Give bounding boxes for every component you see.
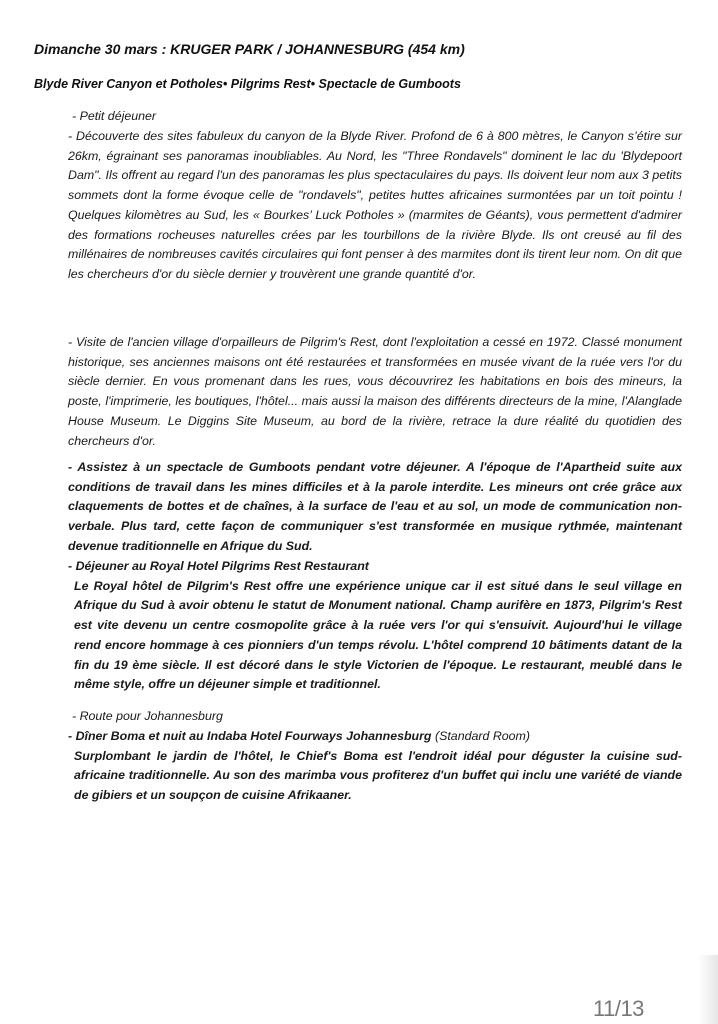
item-heading: - Déjeuner au Royal Hotel Pilgrims Rest Restaurant — [68, 559, 369, 573]
item-text: Surplombant le jardin de l'hôtel, le Chief's Boma est l'endroit idéal pour déguster la cuisine sud-africaine traditionnelle. Au son des marimba vous profiterez d'un buffet qui inclu une variété de viande de gibiers et un soupçon de cuisine Afrikaaner. — [74, 748, 682, 803]
day-title: Dimanche 30 mars : KRUGER PARK / JOHANNESBURG (454 km) — [34, 41, 465, 57]
list-item-blyde-canyon — [68, 127, 682, 285]
item-heading-note: (Standard Room) — [434, 729, 531, 743]
list-item-breakfast — [72, 107, 686, 127]
item-text: - Découverte des sites fabuleux du canyon de la Blyde River. Profond de 6 à 800 mètres, le Canyon s’étire sur 26km, égrainant ses panoramas inoubliables. Au Nord, les "Three Rondavels" dominent le lac du 'Blydepoort Dam". Ils offrent au regard l'un des panoramas les plus spectaculaires du pays. Ils doivent leur nom aux 3 petits sommets dont la forme évoque celle de "rondavels", petites huttes africaines surmontées par un toit pointu ! Quelques kilomètres au Sud, les « Bourkes’ Luck Potholes » (marmites de Géants), vous permettent d'admirer des formations rocheuses naturelles crées par les tourbillons de la rivière Blyde. Ils ont creusé au fil des millénaires de nombreuses cavités circulaires qui font penser à des marmites dont ils tirent leur nom. On dit que les chercheurs d'or du siècle dernier y trouvèrent une grande quantité d'or. — [68, 129, 682, 281]
day-subtitle: Blyde River Canyon et Potholes• Pilgrims Rest• Spectacle de Gumboots — [34, 77, 461, 91]
item-text: - Route pour Johannesburg — [72, 709, 223, 723]
item-text: Le Royal hôtel de Pilgrim's Rest offre une expérience unique car il est situé dans le seul village en Afrique du Sud à avoir obtenu le statut de Monument national. Champ aurifère en 1873, Pilgrim's Rest est vite devenu un centre cosmopolite grâce à la ruée vers l'or qui s'ensuivit. Aujourd'hui le village rend encore hommage à ces pionniers d'un temps révolu. L'hôtel comprend 10 bâtiments datant de la fin du 19 ème siècle. Il est décoré dans le style Victorien de l'époque. Le restaurant, meublé dans le même style, offre un déjeuner simple et traditionnel. — [74, 578, 682, 692]
list-item-pilgrims-rest-visit — [68, 333, 682, 451]
list-item-royal-hotel-lunch — [68, 557, 682, 695]
page-indicator: 11/13 — [593, 996, 644, 1021]
item-heading: - Dîner Boma et nuit au Indaba Hotel Fourways Johannesburg — [68, 729, 432, 743]
item-text: - Visite de l'ancien village d'orpailleurs de Pilgrim's Rest, dont l'exploitation a cessé en 1972. Classé monument historique, ses anciennes maisons ont été restaurées et transformées en musée vivant de la ruée vers l'or du siècle dernier. En vous promenant dans les rues, vous découvrirez les habitations en bois des mineurs, la poste, l'imprimerie, les boutiques, l'hôtel... mais aussi la maison des différents directeurs de la mine, l'Alanglade House Museum. Le Diggins Site Museum, au bord de la rivière, retrace la dure réalité du quotidien des chercheurs d'or. — [68, 335, 682, 448]
item-text: - Assistez à un spectacle de Gumboots pendant votre déjeuner. A l'époque de l'Apartheid suite aux conditions de travail dans les mines difficiles et à la parole interdite. Les mineurs ont crée grâce aux claquements de bottes et de chaînes, à la surface de l'eau et au sol, un mode de communication non-verbale. Plus tard, cette façon de communiquer s'est transformée en musique rythmée, maintenant devenue traditionnelle en Afrique du Sud. — [68, 460, 682, 553]
list-item-boma-dinner — [68, 727, 682, 806]
list-item-gumboots-show — [68, 458, 682, 557]
viewer-scroll-edge — [698, 955, 718, 1024]
item-text: - Petit déjeuner — [72, 109, 157, 123]
list-item-route-johannesburg — [72, 707, 686, 727]
